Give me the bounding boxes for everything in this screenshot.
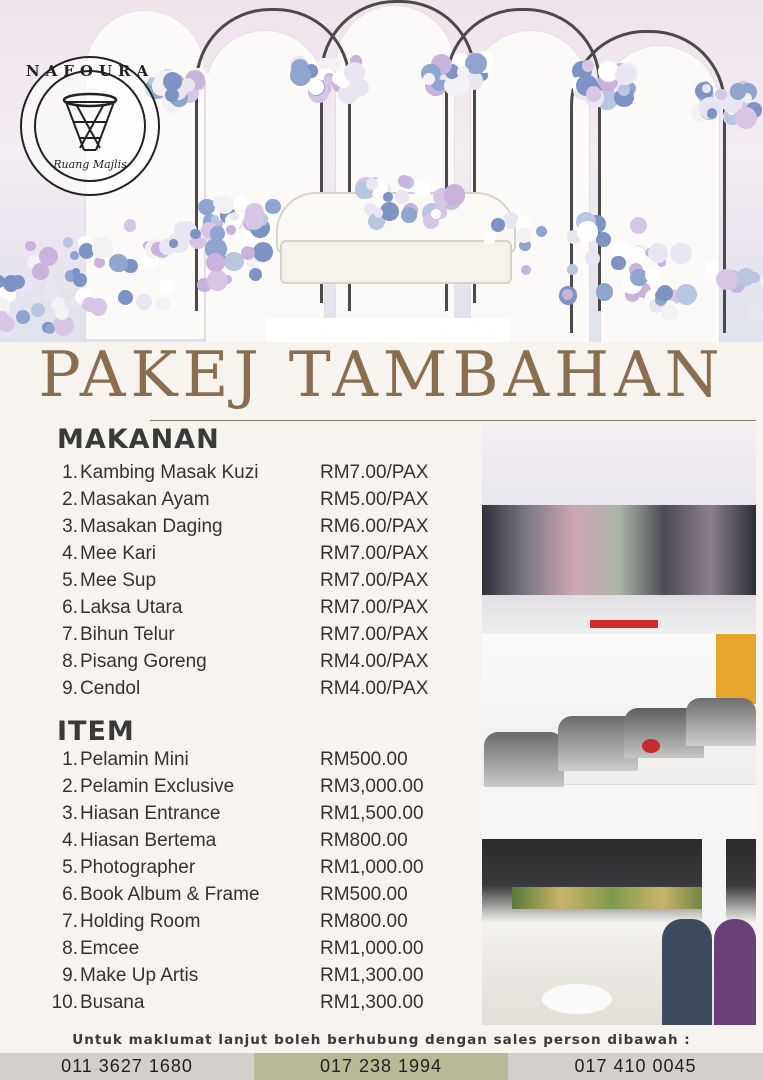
guest (662, 919, 712, 1025)
item-number: 9. (62, 965, 78, 986)
flower-icon (210, 226, 225, 241)
phone-number-2[interactable]: 017 238 1994 (254, 1053, 508, 1080)
flower-icon (585, 251, 600, 266)
item-number: 3. (62, 516, 78, 537)
item-number: 5. (62, 570, 78, 591)
list-item (0, 489, 470, 516)
photo-hall (482, 839, 756, 1025)
list-item (0, 830, 470, 857)
item-number: 1. (62, 749, 78, 770)
item-name: Make Up Artis (80, 965, 199, 986)
item-name: Bihun Telur (80, 624, 175, 645)
item-price: RM6.00/PAX (320, 516, 429, 537)
flower-icon (536, 226, 547, 237)
flower-icon (216, 196, 234, 214)
item-price: RM7.00/PAX (320, 624, 429, 645)
item-name: Pelamin Mini (80, 749, 189, 770)
flower-icon (70, 251, 79, 260)
flower-icon (32, 263, 49, 280)
flower-icon (234, 196, 248, 210)
flower-icon (349, 78, 369, 98)
list-item (0, 965, 470, 992)
flower-icon (3, 275, 19, 291)
buffet-table (482, 784, 756, 838)
flower-icon (207, 270, 228, 291)
flower-icon (45, 324, 55, 334)
flower-icon (159, 279, 175, 295)
flower-icon (226, 225, 235, 234)
round-table (542, 984, 612, 1014)
item-price: RM1,500.00 (320, 803, 424, 824)
hero-photo-pelamin (0, 0, 763, 342)
flower-icon (631, 247, 646, 262)
item-price: RM500.00 (320, 749, 408, 770)
item-number: 5. (62, 857, 78, 878)
item-heading: ITEM (57, 716, 135, 747)
flower-icon (444, 184, 466, 206)
item-name: Hiasan Entrance (80, 803, 221, 824)
item-price: RM4.00/PAX (320, 651, 429, 672)
item-price: RM7.00/PAX (320, 543, 429, 564)
list-item (0, 624, 470, 651)
flower-icon (383, 192, 393, 202)
flower-icon (398, 175, 409, 186)
flower-icon (615, 64, 636, 85)
logo-tagline: Ruang Majlis (53, 158, 127, 171)
page-title: PAKEJ TAMBAHAN (38, 338, 725, 411)
flower-icon (31, 303, 45, 317)
item-name: Cendol (80, 678, 141, 699)
flower-icon (705, 261, 719, 275)
list-item (0, 749, 470, 776)
item-number: 6. (62, 597, 78, 618)
flower-icon (155, 297, 169, 311)
item-price: RM7.00/PAX (320, 597, 429, 618)
flower-icon (716, 269, 738, 291)
item-name: Mee Kari (80, 543, 157, 564)
list-item (0, 570, 470, 597)
list-item (0, 678, 470, 705)
bridal-sofa-seat (280, 240, 512, 284)
flower-icon (730, 83, 746, 99)
item-number: 4. (62, 830, 78, 851)
item-name: Book Album & Frame (80, 884, 260, 905)
flower-icon (25, 241, 35, 251)
flower-icon (517, 228, 531, 242)
list-item (0, 857, 470, 884)
list-item (0, 803, 470, 830)
item-number: 9. (62, 678, 78, 699)
list-item (0, 911, 470, 938)
flower-icon (169, 239, 178, 248)
item-number: 4. (62, 543, 78, 564)
item-number: 1. (62, 462, 78, 483)
item-price: RM1,000.00 (320, 938, 424, 959)
guests-group (482, 505, 756, 595)
item-price: RM3,000.00 (320, 776, 424, 797)
chafing-dish (484, 732, 564, 787)
item-price: RM800.00 (320, 911, 408, 932)
flower-icon (109, 254, 127, 272)
list-item (0, 516, 470, 543)
flower-icon (63, 237, 74, 248)
item-name: Photographer (80, 857, 196, 878)
item-name: Masakan Ayam (80, 489, 210, 510)
item-name: Emcee (80, 938, 140, 959)
list-item (0, 651, 470, 678)
flower-icon (332, 72, 345, 85)
item-name: Holding Room (80, 911, 201, 932)
photo-group-guests (482, 425, 756, 633)
flower-icon (308, 79, 324, 95)
flower-icon (190, 229, 200, 239)
flower-icon (414, 181, 431, 198)
item-number: 8. (62, 938, 78, 959)
item-number: 2. (62, 489, 78, 510)
item-price: RM5.00/PAX (320, 489, 429, 510)
flower-icon (596, 283, 614, 301)
flower-icon (707, 108, 718, 119)
flower-icon (82, 297, 97, 312)
flower-icon (401, 207, 417, 223)
item-number: 10. (51, 992, 78, 1013)
flower-icon (366, 178, 378, 190)
flower-icon (577, 221, 597, 241)
item-price: RM7.00/PAX (320, 462, 429, 483)
item-number: 7. (62, 911, 78, 932)
garland (512, 887, 712, 909)
makanan-heading: MAKANAN (57, 424, 220, 455)
item-name: Masakan Daging (80, 516, 223, 537)
nafoura-logo (20, 56, 160, 196)
phone-number-1[interactable]: 011 3627 1680 (0, 1053, 254, 1080)
flower-icon (136, 294, 152, 310)
item-number: 7. (62, 624, 78, 645)
phone-number-3[interactable]: 017 410 0045 (508, 1053, 763, 1080)
item-name: Mee Sup (80, 570, 157, 591)
flower-decor (642, 739, 660, 753)
guest (714, 919, 756, 1025)
curtain (716, 634, 756, 704)
item-number: 8. (62, 651, 78, 672)
flower-icon (735, 107, 757, 129)
photo-buffet (482, 634, 756, 838)
flower-icon (16, 310, 30, 324)
logo-name: NAFOURA (25, 62, 155, 80)
flower-icon (211, 215, 220, 224)
flower-icon (596, 232, 611, 247)
flower-icon (562, 289, 573, 300)
item-number: 6. (62, 884, 78, 905)
phone-bar (0, 1053, 763, 1080)
flower-icon (431, 209, 441, 219)
list-item (0, 776, 470, 803)
item-name: Kambing Masak Kuzi (80, 462, 259, 483)
flower-icon (265, 199, 280, 214)
item-price: RM800.00 (320, 830, 408, 851)
item-number: 2. (62, 776, 78, 797)
item-price: RM1,300.00 (320, 965, 424, 986)
item-price: RM500.00 (320, 884, 408, 905)
list-item (0, 884, 470, 911)
flower-icon (670, 243, 692, 265)
item-price: RM1,300.00 (320, 992, 424, 1013)
red-carpet (590, 620, 658, 628)
item-name: Pelamin Exclusive (80, 776, 235, 797)
flower-icon (483, 231, 496, 244)
item-price: RM7.00/PAX (320, 570, 429, 591)
item-price: RM4.00/PAX (320, 678, 429, 699)
flower-icon (657, 285, 673, 301)
item-price: RM1,000.00 (320, 857, 424, 878)
list-item (0, 597, 470, 624)
list-item (0, 462, 470, 489)
list-item (0, 992, 470, 1019)
list-item (0, 938, 470, 965)
list-item (0, 543, 470, 570)
item-name: Pisang Goreng (80, 651, 207, 672)
flower-icon (746, 303, 763, 321)
item-number: 3. (62, 803, 78, 824)
item-name: Laksa Utara (80, 597, 183, 618)
flower-icon (423, 73, 435, 85)
flower-icon (202, 201, 211, 210)
item-name: Hiasan Bertema (80, 830, 217, 851)
flower-icon (491, 218, 505, 232)
flower-icon (55, 305, 69, 319)
flower-icon (586, 86, 601, 101)
title-divider (150, 420, 756, 421)
chafing-dish (686, 698, 756, 746)
item-name: Busana (80, 992, 145, 1013)
fountain-icon (60, 92, 120, 156)
contact-note: Untuk maklumat lanjut boleh berhubung dengan sales person dibawah : (72, 1032, 691, 1048)
flower-icon (42, 282, 59, 299)
